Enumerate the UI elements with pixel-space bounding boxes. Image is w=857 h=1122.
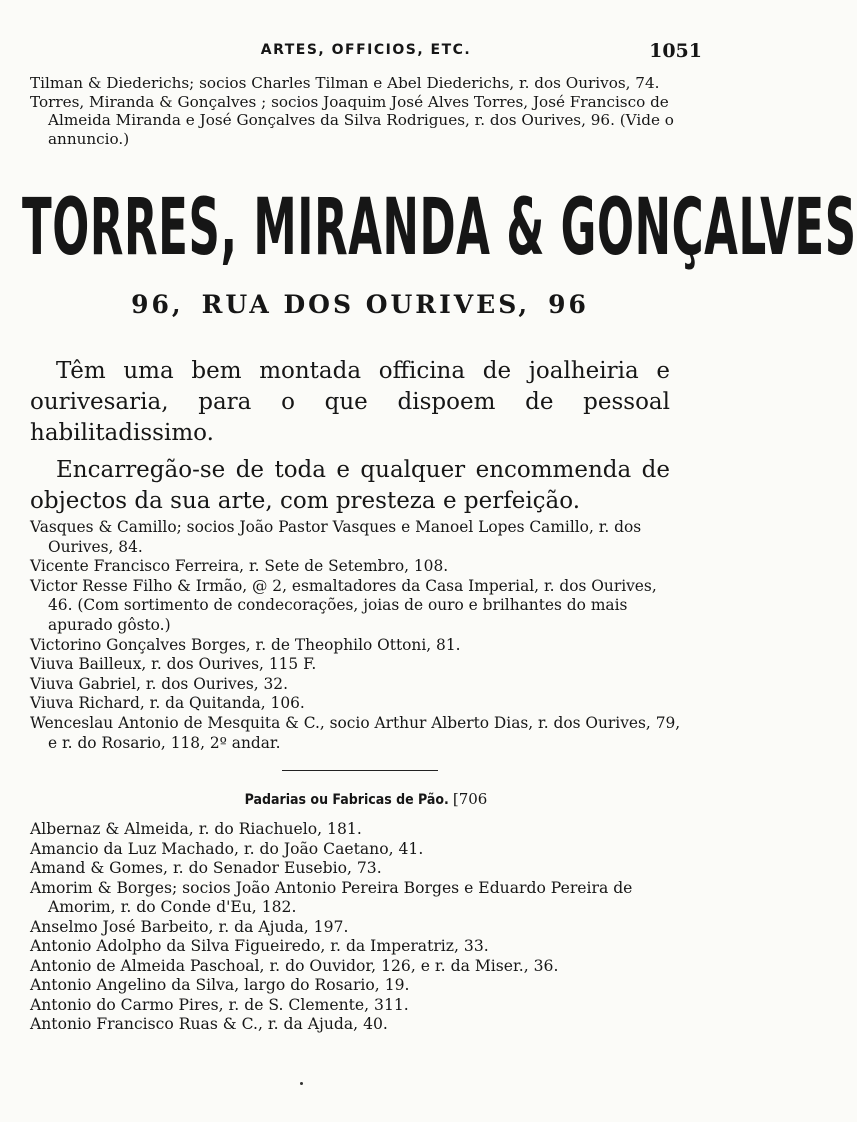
- list-item: Amand & Gomes, r. do Senador Eusebio, 73.: [30, 859, 382, 877]
- list-item: Victor Resse Filho & Irmão, @ 2, esmaltadores da Casa Imperial, r. dos Ourives, 46. (Com sortimento de condecorações, joias de ouro e brilhantes do mais apurado gôsto.): [30, 576, 657, 634]
- list-item: Vasques & Camillo; socios João Pastor Vasques e Manoel Lopes Camillo, r. dos Ourives, 84.: [30, 518, 642, 556]
- list-item: Viuva Richard, r. da Quitanda, 106.: [30, 694, 305, 713]
- section-title: Padarias ou Fabricas de Pão.: [244, 792, 449, 808]
- address-street: RUA DOS OURIVES,: [201, 290, 531, 319]
- running-header: [30, 42, 702, 66]
- list-item: Anselmo José Barbeito, r. da Ajuda, 197.: [30, 917, 349, 936]
- advertisement-title: TORRES, MIRANDA & GONÇALVES: [22, 183, 857, 273]
- page-number: 1051: [649, 40, 702, 62]
- section-heading: [30, 790, 702, 808]
- list-item: Amancio da Luz Machado, r. do João Caetano, 41.: [30, 839, 424, 858]
- list-item: Antonio Francisco Ruas & C., r. da Ajuda, 40.: [30, 1015, 388, 1033]
- list-item: Viuva Bailleux, r. dos Ourives, 115 F.: [30, 655, 317, 674]
- list-item: Viuva Gabriel, r. dos Ourives, 32.: [30, 674, 288, 693]
- bottom-entry-list: [30, 820, 685, 1035]
- address-number-left: 96,: [131, 290, 184, 319]
- list-item: Victorino Gonçalves Borges, r. de Theophilo Ottoni, 81.: [30, 635, 461, 654]
- list-item: Torres, Miranda & Gonçalves ; socios Joaquim José Alves Torres, José Francisco de Almeida Miranda e José Gonçalves da Silva Rodrigues, r. dos Ourives, 96. (Vide o annuncio.): [30, 92, 674, 148]
- advertisement-body: [30, 356, 670, 523]
- section-reference: [706: [452, 790, 488, 808]
- section-divider: [282, 770, 438, 771]
- list-item: Antonio Angelino da Silva, largo do Rosario, 19.: [30, 976, 410, 994]
- list-item: Amorim & Borges; socios João Antonio Pereira Borges e Eduardo Pereira de Amorim, r. do Conde d'Eu, 182.: [30, 878, 633, 916]
- list-item: Vicente Francisco Ferreira, r. Sete de Setembro, 108.: [30, 557, 449, 576]
- header-title: ARTES, OFFICIOS, ETC.: [260, 42, 472, 58]
- print-speck: [300, 1082, 303, 1085]
- list-item: Antonio do Carmo Pires, r. de S. Clemente, 311.: [30, 995, 409, 1014]
- list-item: Antonio de Almeida Paschoal, r. do Ouvidor, 126, e r. da Miser., 36.: [30, 956, 559, 975]
- middle-entry-list: [30, 518, 685, 753]
- list-item: Tilman & Diederichs; socios Charles Tilman e Abel Diederichs, r. dos Ourivos, 74.: [30, 74, 660, 92]
- list-item: Albernaz & Almeida, r. do Riachuelo, 181.: [30, 820, 362, 838]
- advertisement-paragraph: Têm uma bem montada officina de joalheiria e ourivesaria, para o que dispoem de pessoal habilitadissimo.: [30, 358, 670, 446]
- address-number-right: 96: [548, 290, 589, 319]
- list-item: Wenceslau Antonio de Mesquita & C., socio Arthur Alberto Dias, r. dos Ourives, 79, e r. do Rosario, 118, 2º andar.: [30, 713, 681, 752]
- advertisement-paragraph: Encarregão-se de toda e qualquer encommenda de objectos da sua arte, com presteza e perfeição.: [30, 457, 670, 514]
- advertisement-address: [60, 290, 660, 319]
- list-item: Antonio Adolpho da Silva Figueiredo, r. da Imperatriz, 33.: [30, 937, 489, 955]
- top-entry-list: [30, 74, 685, 148]
